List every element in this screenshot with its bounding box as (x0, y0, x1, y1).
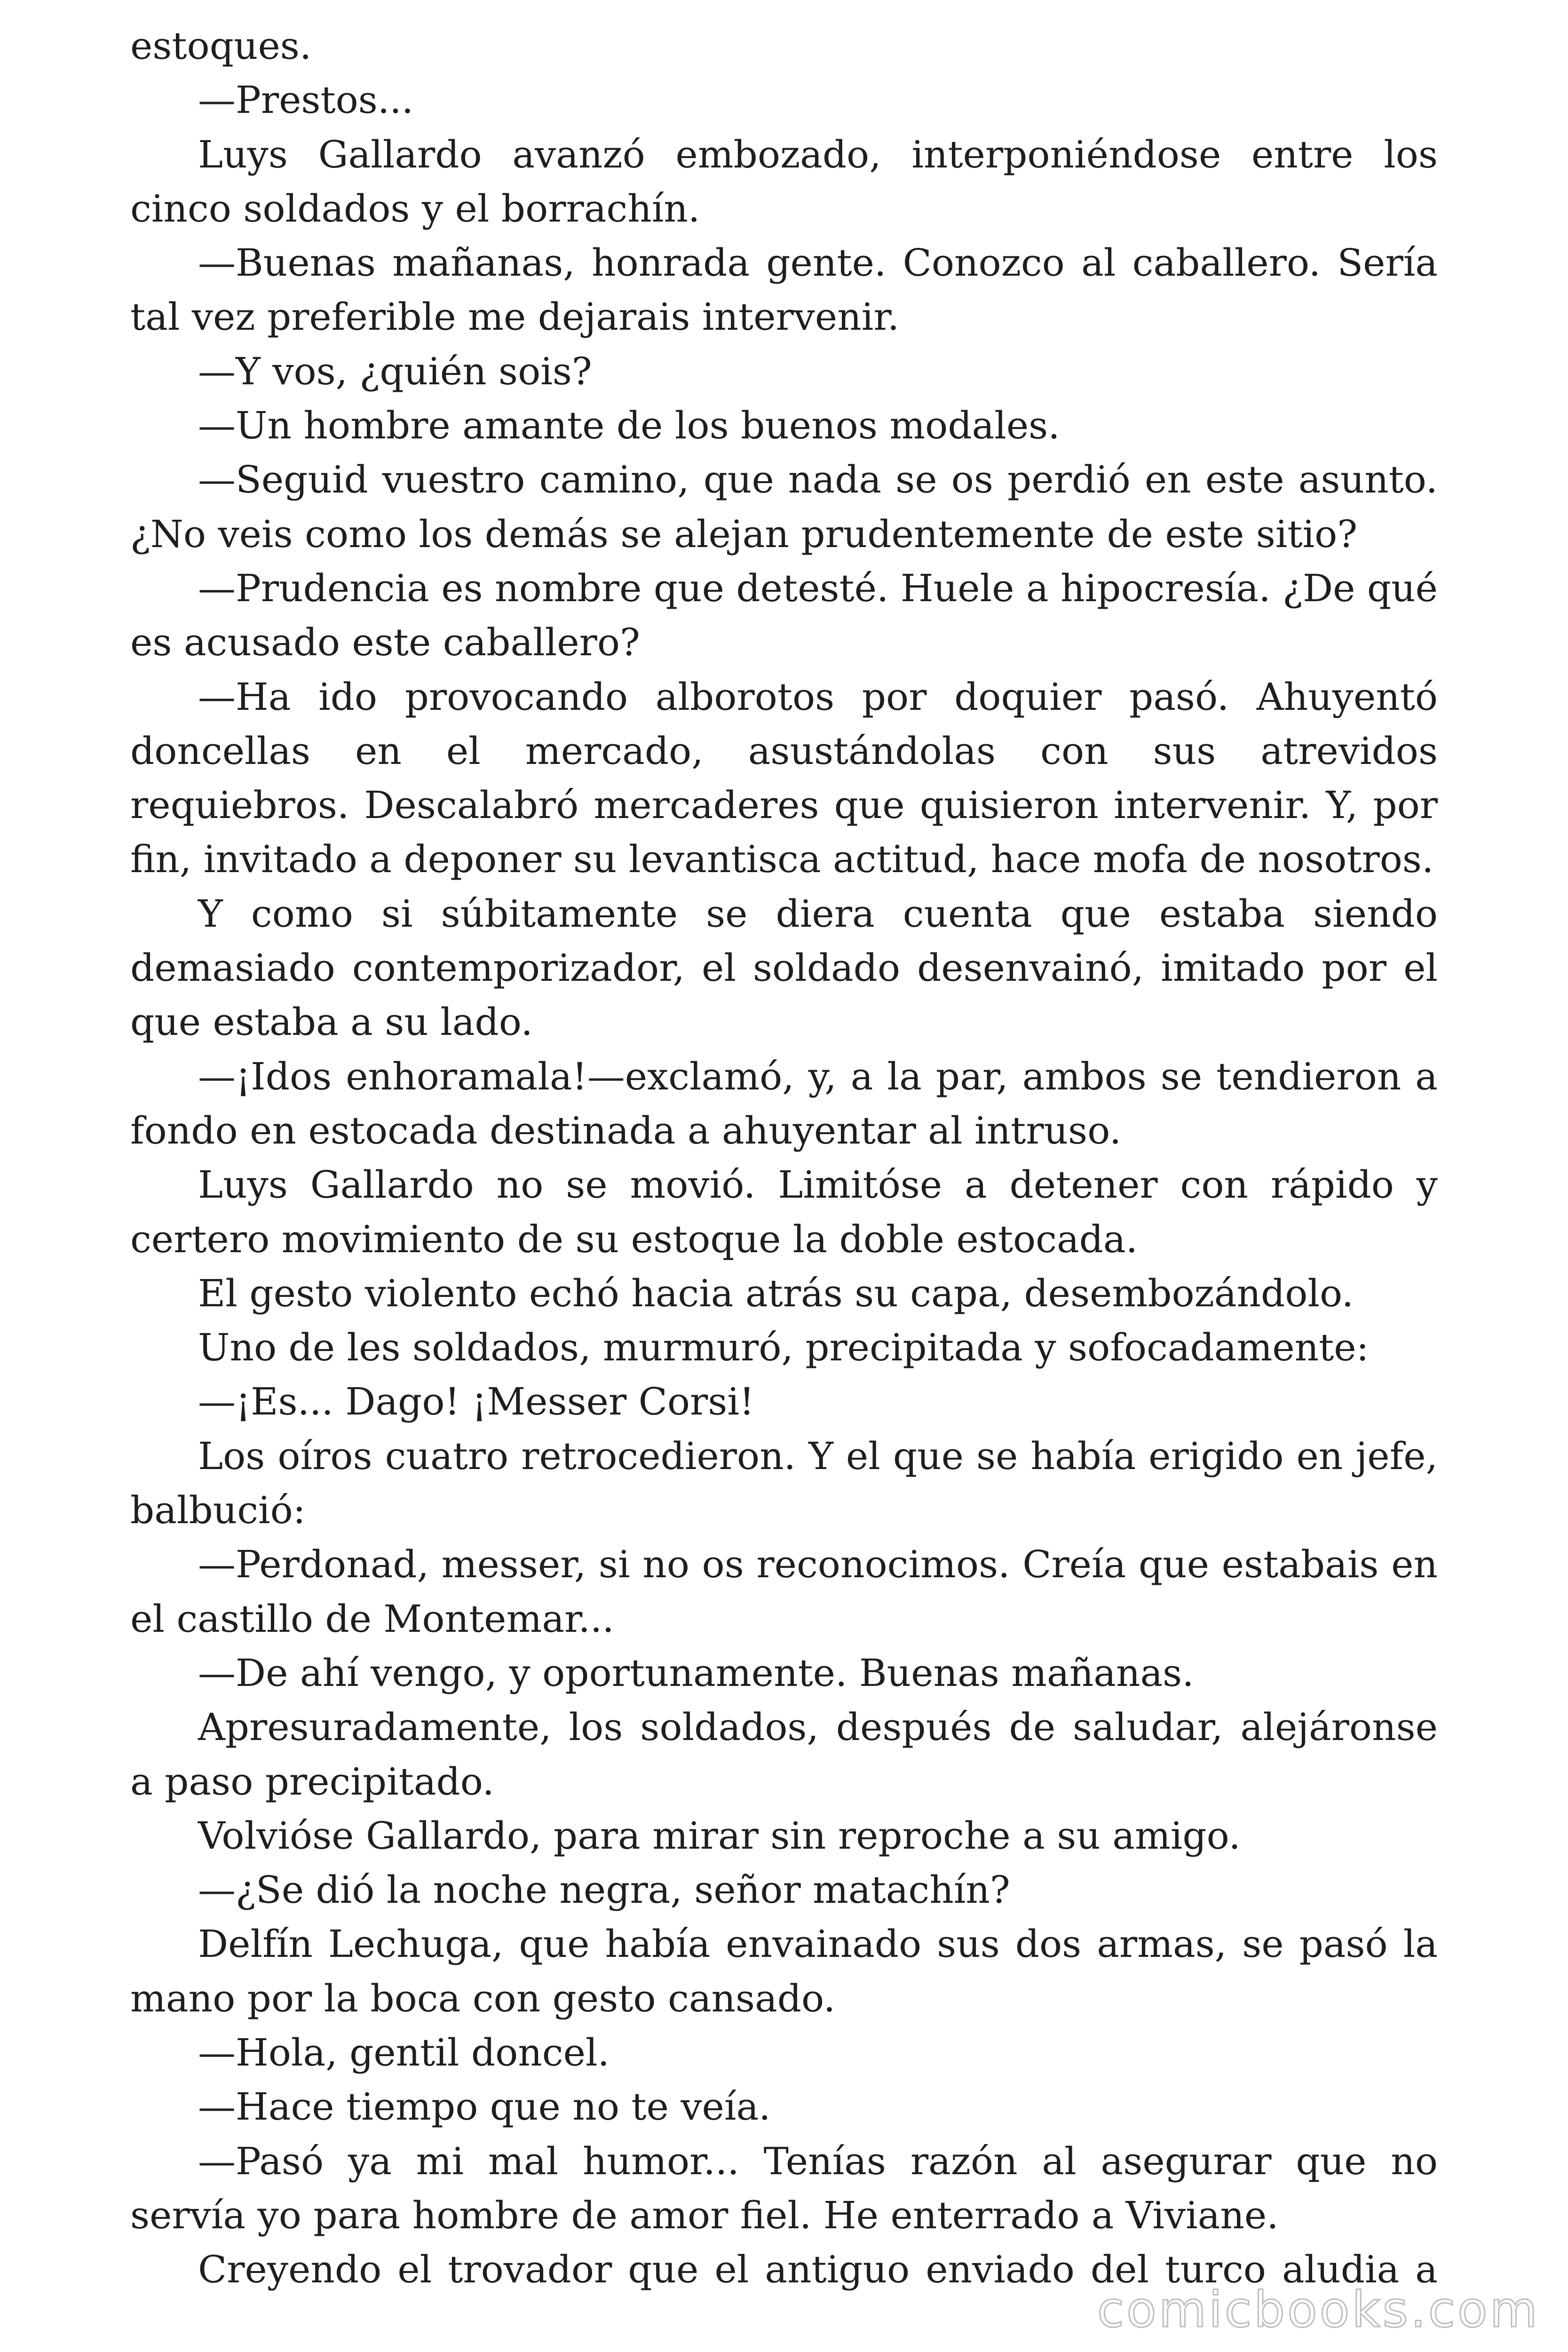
paragraph-01: estoques. (130, 24, 312, 68)
paragraph-15: —¡Es... Dago! ¡Messer Corsi! (198, 1380, 755, 1424)
book-page (130, 19, 1438, 2296)
paragraph-25: —Pasó ya mi mal humor... Tenías razón al asegurar que no servía yo para hombre de amor fiel. He enterrado a Viviane. (130, 2139, 1438, 2237)
paragraph-21: —¿Se dió la noche negra, señor matachín? (198, 1868, 1010, 1912)
paragraph-20: Volvióse Gallardo, para mirar sin reproche a su amigo. (198, 1813, 1241, 1858)
paragraph-17: —Perdonad, messer, si no os reconocimos. Creía que estabais en el castillo de Montemar... (130, 1542, 1438, 1641)
paragraph-11: —¡Idos enhoramala!—exclamó, y, a la par, ambos se tendieron a fondo en estocada destinada a ahuyentar al intruso. (130, 1054, 1438, 1152)
paragraph-07: —Seguid vuestro camino, que nada se os perdió en este asunto. ¿No veis como los demás se alejan prudentemente de este sitio? (130, 458, 1438, 556)
paragraph-22: Delfín Lechuga, que había envainado sus dos armas, se pasó la mano por la boca con gesto cansado. (130, 1922, 1438, 2020)
paragraph-19: Apresuradamente, los soldados, después de saludar, alejáronse a paso precipitado. (130, 1705, 1438, 1804)
paragraph-06: —Un hombre amante de los buenos modales. (198, 404, 1060, 448)
paragraph-02: —Prestos... (198, 78, 414, 122)
paragraph-09: —Ha ido provocando alborotos por doquier pasó. Ahuyentó doncellas en el mercado, asustándolas con sus atrevidos requiebros. Descalabró mercaderes que quisieron intervenir. Y, por fin, invitado a deponer su levantisca actitud, hace mofa de nosotros. (130, 675, 1438, 882)
paragraph-13: El gesto violento echó hacia atrás su capa, desembozándolo. (198, 1271, 1354, 1315)
paragraph-10: Y como si súbitamente se diera cuenta que estaba siendo demasiado contemporizador, el soldado desenvainó, imitado por el que estaba a su lado. (130, 891, 1438, 1044)
paragraph-12: Luys Gallardo no se movió. Limitóse a detener con rápido y certero movimiento de su estoque la doble estocada. (130, 1163, 1438, 1261)
paragraph-08: —Prudencia es nombre que detesté. Huele a hipocresía. ¿De qué es acusado este caballero? (130, 566, 1438, 665)
paragraph-14: Uno de les soldados, murmuró, precipitada y sofocadamente: (198, 1326, 1369, 1370)
paragraph-24: —Hace tiempo que no te veía. (198, 2085, 771, 2129)
paragraph-18: —De ahí vengo, y oportunamente. Buenas mañanas. (198, 1651, 1194, 1695)
paragraph-26: Creyendo el trovador que el antiguo enviado del turco aludia a (198, 2248, 1438, 2292)
watermark-logo: comicbooks.com (1097, 2281, 1540, 2338)
paragraph-04: —Buenas mañanas, honrada gente. Conozco al caballero. Sería tal vez preferible me dejarais intervenir. (130, 241, 1438, 339)
paragraph-03: Luys Gallardo avanzó embozado, interponiéndose entre los cinco soldados y el borrachín. (130, 132, 1438, 230)
paragraph-05: —Y vos, ¿quién sois? (198, 349, 592, 393)
paragraph-16: Los oíros cuatro retrocedieron. Y el que se había erigido en jefe, balbució: (130, 1434, 1438, 1533)
paragraph-23: —Hola, gentil doncel. (198, 2030, 610, 2074)
